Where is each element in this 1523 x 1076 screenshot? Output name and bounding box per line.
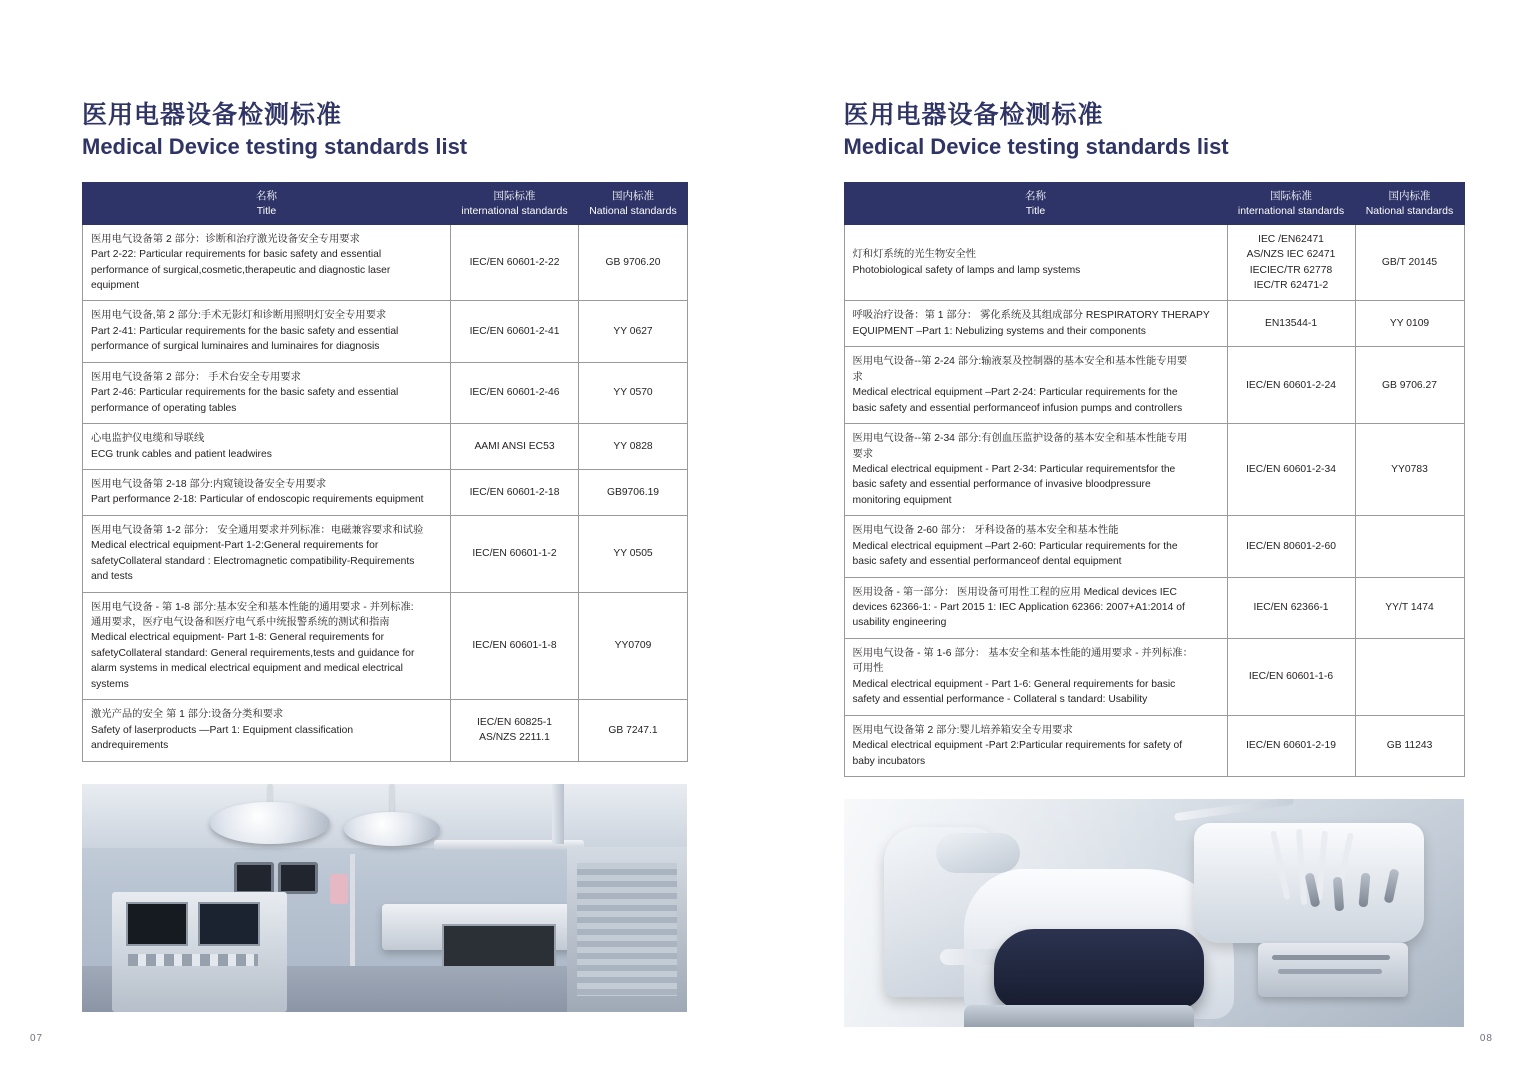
cell-national bbox=[579, 469, 688, 515]
standard-code: IEC/EN 80601-2-60 bbox=[1246, 540, 1336, 552]
table-row bbox=[844, 424, 1464, 516]
cell-national bbox=[579, 700, 688, 761]
cell-international bbox=[451, 362, 579, 423]
page-title-cn: 医用电器设备检测标准 bbox=[82, 101, 343, 129]
table-row bbox=[844, 224, 1464, 301]
cell-international bbox=[1227, 715, 1355, 776]
table-row bbox=[844, 577, 1464, 638]
standard-code: IEC/EN 60601-1-8 bbox=[472, 640, 557, 652]
cell-international bbox=[451, 469, 579, 515]
cell-title bbox=[844, 516, 1227, 577]
title-line: 医用电气设备 - 第 1-8 部分:基本安全和基本性能的通用要求 - 并列标准: bbox=[91, 601, 414, 613]
title-line: 医用电气设备第 1-2 部分： 安全通用要求并列标准：电磁兼容要求和试验 bbox=[91, 524, 424, 536]
operating-room-photo bbox=[82, 784, 687, 1012]
column-header-title-cn: 名称 bbox=[256, 190, 277, 203]
cell-title bbox=[844, 301, 1227, 347]
title-line: monitoring equipment bbox=[852, 494, 952, 506]
title-line: 医用电气设备 - 第 1-6 部分： 基本安全和基本性能的通用要求 - 并列标准： bbox=[852, 647, 1193, 659]
cell-national bbox=[1355, 301, 1464, 347]
title-line: basic safety and essential performanceof dental equipment bbox=[852, 556, 1122, 568]
cell-national bbox=[579, 424, 688, 470]
standard-code: AAMI ANSI EC53 bbox=[474, 440, 555, 452]
title-line: usability engineering bbox=[852, 617, 947, 629]
cell-international bbox=[1227, 347, 1355, 424]
table-row bbox=[83, 700, 688, 761]
standard-code: YY/T 1474 bbox=[1385, 602, 1434, 614]
standard-code: IEC/EN 60601-2-19 bbox=[1246, 740, 1336, 752]
title-line: 求 bbox=[852, 371, 863, 383]
page-title-en: Medical Device testing standards list bbox=[82, 134, 468, 159]
cell-national bbox=[579, 224, 688, 301]
page-number-right: 08 bbox=[1479, 1033, 1493, 1044]
cell-international bbox=[1227, 638, 1355, 715]
cell-national bbox=[1355, 347, 1464, 424]
standard-code: GB 11243 bbox=[1386, 740, 1433, 752]
column-header-international-en: international standards bbox=[1237, 204, 1345, 217]
cell-international bbox=[451, 700, 579, 761]
column-header-national-en: National standards bbox=[589, 204, 677, 217]
title-line: basic safety and essential performance of invasive bloodpressure bbox=[852, 479, 1151, 491]
cell-title bbox=[83, 362, 451, 423]
table-row bbox=[83, 592, 688, 700]
title-line: 医用电气设备第 2 部分： 手术台安全专用要求 bbox=[91, 371, 301, 383]
cell-title bbox=[83, 424, 451, 470]
standard-code: YY 0505 bbox=[613, 548, 653, 560]
table-row bbox=[844, 347, 1464, 424]
title-line: safetyCollateral standard: General requirements,tests and guidance for bbox=[91, 647, 415, 659]
title-line: andrequirements bbox=[91, 740, 169, 752]
cell-title bbox=[83, 592, 451, 700]
standard-code: YY0709 bbox=[614, 640, 652, 652]
table-row bbox=[83, 469, 688, 515]
cell-title bbox=[83, 469, 451, 515]
cell-national bbox=[579, 592, 688, 700]
standard-code: YY0783 bbox=[1391, 463, 1428, 475]
cell-international bbox=[1227, 516, 1355, 577]
title-line: 灯和灯系统的光生物安全性 bbox=[852, 249, 977, 261]
title-line: 医用电气设备 2-60 部分： 牙科设备的基本安全和基本性能 bbox=[852, 525, 1119, 537]
cell-international bbox=[451, 515, 579, 592]
title-line: Photobiological safety of lamps and lamp systems bbox=[852, 264, 1081, 276]
title-line: performance of surgical,cosmetic,therapeutic and diagnostic laser bbox=[91, 264, 391, 276]
cell-title bbox=[844, 715, 1227, 776]
cell-title bbox=[844, 638, 1227, 715]
cell-international bbox=[451, 301, 579, 362]
cell-national bbox=[1355, 577, 1464, 638]
column-header-national bbox=[579, 183, 688, 224]
title-line: 可用性 bbox=[852, 663, 884, 675]
title-line: equipment bbox=[91, 280, 140, 292]
standard-code: YY 0627 bbox=[613, 325, 653, 337]
table-row bbox=[844, 715, 1464, 776]
cell-title bbox=[844, 224, 1227, 301]
title-line: Medical electrical equipment - Part 1-6: General requirements for basic bbox=[852, 678, 1176, 690]
title-line: Medical electrical equipment –Part 2-24: Particular requirements for the bbox=[852, 387, 1178, 399]
cell-national bbox=[579, 301, 688, 362]
title-line: Part performance 2-18: Particular of endoscopic requirements equipment bbox=[91, 494, 424, 506]
table-row bbox=[83, 424, 688, 470]
title-line: systems bbox=[91, 678, 129, 690]
column-header-title-cn: 名称 bbox=[1025, 190, 1046, 203]
cell-national bbox=[579, 362, 688, 423]
title-line: Medical electrical equipment- Part 1-8: General requirements for bbox=[91, 632, 385, 644]
column-header-national-cn: 国内标准 bbox=[612, 190, 654, 203]
table-row bbox=[83, 362, 688, 423]
title-line: Medical electrical equipment -Part 2:Particular requirements for safety of bbox=[852, 740, 1183, 752]
cell-international bbox=[1227, 224, 1355, 301]
cell-national bbox=[579, 515, 688, 592]
title-line: performance of surgical luminaires and luminaires for diagnosis bbox=[91, 341, 380, 353]
column-header-international-cn: 国际标准 bbox=[1270, 190, 1312, 203]
standard-code: YY 0828 bbox=[613, 440, 653, 452]
column-header-national bbox=[1355, 183, 1464, 224]
title-line: performance of operating tables bbox=[91, 402, 237, 414]
column-header-national-en: National standards bbox=[1365, 204, 1454, 217]
cell-international bbox=[451, 224, 579, 301]
table-header-row bbox=[844, 183, 1464, 224]
column-header-title bbox=[844, 183, 1227, 224]
title-line: 医用电气设备--第 2-34 部分:有创血压监护设备的基本安全和基本性能专用 bbox=[852, 433, 1188, 445]
column-header-international-cn: 国际标准 bbox=[493, 190, 536, 203]
column-header-title-en: Title bbox=[1025, 204, 1046, 217]
table-row bbox=[844, 638, 1464, 715]
standard-code: YY 0109 bbox=[1389, 318, 1430, 330]
cell-international bbox=[1227, 301, 1355, 347]
standard-code: GB9706.19 bbox=[606, 486, 660, 498]
title-line: 医用电气设备第 2 部分：诊断和治疗激光设备安全专用要求 bbox=[91, 233, 360, 245]
cell-title bbox=[83, 224, 451, 301]
standard-code: IEC/TR 62471-2 bbox=[1253, 280, 1329, 292]
title-line: 医用设备 - 第一部分： 医用设备可用性工程的应用 Medical devices IEC bbox=[852, 586, 1177, 598]
title-line: alarm systems in medical electrical equipment and medical electrical bbox=[91, 663, 403, 675]
title-line: EQUIPMENT –Part 1: Nebulizing systems and their components bbox=[852, 325, 1146, 337]
title-line: basic safety and essential performanceof infusion pumps and controllers bbox=[852, 402, 1183, 414]
cell-international bbox=[451, 592, 579, 700]
standard-code: IEC/EN 60601-2-22 bbox=[469, 256, 560, 268]
column-header-international bbox=[451, 183, 579, 224]
title-line: Medical electrical equipment-Part 1-2:General requirements for bbox=[91, 540, 379, 552]
table-row bbox=[844, 516, 1464, 577]
page-title-en: Medical Device testing standards list bbox=[843, 134, 1229, 159]
title-line: devices 62366-1: - Part 2015 1: IEC Application 62366: 2007+A1:2014 of bbox=[852, 602, 1185, 614]
standard-code: GB/T 20145 bbox=[1381, 256, 1438, 268]
cell-international bbox=[1227, 424, 1355, 516]
table-header-row bbox=[83, 183, 688, 224]
cell-national bbox=[1355, 224, 1464, 301]
title-line: 心电监护仪电缆和导联线 bbox=[91, 433, 205, 445]
title-line: Medical electrical equipment - Part 2-34: Particular requirementsfor the bbox=[852, 463, 1176, 475]
title-line: 医用电气设备,第 2 部分:手术无影灯和诊断用照明灯安全专用要求 bbox=[91, 310, 387, 322]
cell-title bbox=[844, 424, 1227, 516]
dental-chair-photo bbox=[844, 799, 1464, 1027]
standard-code: IEC /EN62471 bbox=[1258, 233, 1324, 245]
standard-code: IEC/EN 62366-1 bbox=[1253, 602, 1329, 614]
cell-international bbox=[451, 424, 579, 470]
standards-table-left bbox=[82, 182, 688, 761]
standard-code: IEC/EN 60601-1-6 bbox=[1248, 671, 1334, 683]
column-header-national-cn: 国内标准 bbox=[1388, 190, 1431, 203]
title-line: and tests bbox=[91, 571, 133, 583]
standard-code: AS/NZS 2211.1 bbox=[479, 732, 550, 744]
title-line: Part 2-22: Particular requirements for basic safety and essential bbox=[91, 249, 382, 261]
standard-code: GB 7247.1 bbox=[608, 724, 658, 736]
table-row bbox=[83, 515, 688, 592]
page-08 bbox=[762, 0, 1523, 1076]
title-line: Part 2-46: Particular requirements for the basic safety and essential bbox=[91, 387, 399, 399]
title-line: 医用电气设备--第 2-24 部分:输液泵及控制器的基本安全和基本性能专用要 bbox=[852, 356, 1188, 368]
page-number-left: 07 bbox=[30, 1033, 44, 1044]
cell-title bbox=[83, 301, 451, 362]
title-line: 要求 bbox=[852, 448, 874, 460]
standard-code: IEC/EN 60601-1-2 bbox=[472, 548, 557, 560]
cell-title bbox=[844, 347, 1227, 424]
standard-code: IEC/EN 60601-2-34 bbox=[1246, 463, 1336, 475]
cell-national bbox=[1355, 715, 1464, 776]
standard-code: IECIEC/TR 62778 bbox=[1249, 264, 1333, 276]
column-header-title-en: Title bbox=[256, 204, 277, 217]
title-line: 呼吸治疗设备：第 1 部分： 雾化系统及其组成部分 RESPIRATORY THERAPY bbox=[852, 310, 1210, 322]
cell-national bbox=[1355, 638, 1464, 715]
standard-code: IEC/EN 60601-2-46 bbox=[469, 387, 560, 399]
standard-code: EN13544-1 bbox=[1264, 318, 1318, 330]
title-line: safetyCollateral standard : Electromagnetic compatibility-Requirements bbox=[91, 555, 415, 567]
title-line: 医用电气设备第 2-18 部分:内窥镜设备安全专用要求 bbox=[91, 478, 327, 490]
standard-code: IEC/EN 60825-1 bbox=[477, 716, 552, 728]
title-line: ECG trunk cables and patient leadwires bbox=[91, 448, 272, 460]
standard-code: GB 9706.27 bbox=[1382, 379, 1437, 391]
standard-code: IEC/EN 60601-2-18 bbox=[469, 486, 560, 498]
cell-title bbox=[83, 515, 451, 592]
page-title-cn: 医用电器设备检测标准 bbox=[843, 101, 1104, 129]
standard-code: YY 0570 bbox=[613, 387, 653, 399]
title-line: 激光产品的安全 第 1 部分:设备分类和要求 bbox=[91, 709, 284, 721]
title-line: safety and essential performance - Collateral s tandard: Usability bbox=[852, 694, 1148, 706]
cell-title bbox=[83, 700, 451, 761]
title-line: Part 2-41: Particular requirements for the basic safety and essential bbox=[91, 325, 399, 337]
column-header-international bbox=[1227, 183, 1355, 224]
standard-code: GB 9706.20 bbox=[605, 256, 661, 268]
table-row bbox=[83, 301, 688, 362]
column-header-title bbox=[83, 183, 451, 224]
standard-code: IEC/EN 60601-2-24 bbox=[1246, 379, 1336, 391]
title-line: Medical electrical equipment –Part 2-60: Particular requirements for the bbox=[852, 540, 1178, 552]
cell-national bbox=[1355, 516, 1464, 577]
table-row bbox=[83, 224, 688, 301]
standards-table-right bbox=[844, 182, 1465, 777]
cell-international bbox=[1227, 577, 1355, 638]
title-line: baby incubators bbox=[852, 755, 926, 767]
title-line: Safety of laserproducts —Part 1: Equipment classification bbox=[91, 724, 354, 736]
cell-title bbox=[844, 577, 1227, 638]
standard-code: AS/NZS IEC 62471 bbox=[1246, 249, 1336, 261]
column-header-international-en: international standards bbox=[461, 204, 568, 217]
title-line: 医用电气设备第 2 部分:婴儿培养箱安全专用要求 bbox=[852, 724, 1073, 736]
title-line: 通用要求，医疗电气设备和医疗电气系中统报警系统的测试和指南 bbox=[91, 617, 390, 629]
table-row bbox=[844, 301, 1464, 347]
standard-code: IEC/EN 60601-2-41 bbox=[469, 325, 560, 337]
cell-national bbox=[1355, 424, 1464, 516]
